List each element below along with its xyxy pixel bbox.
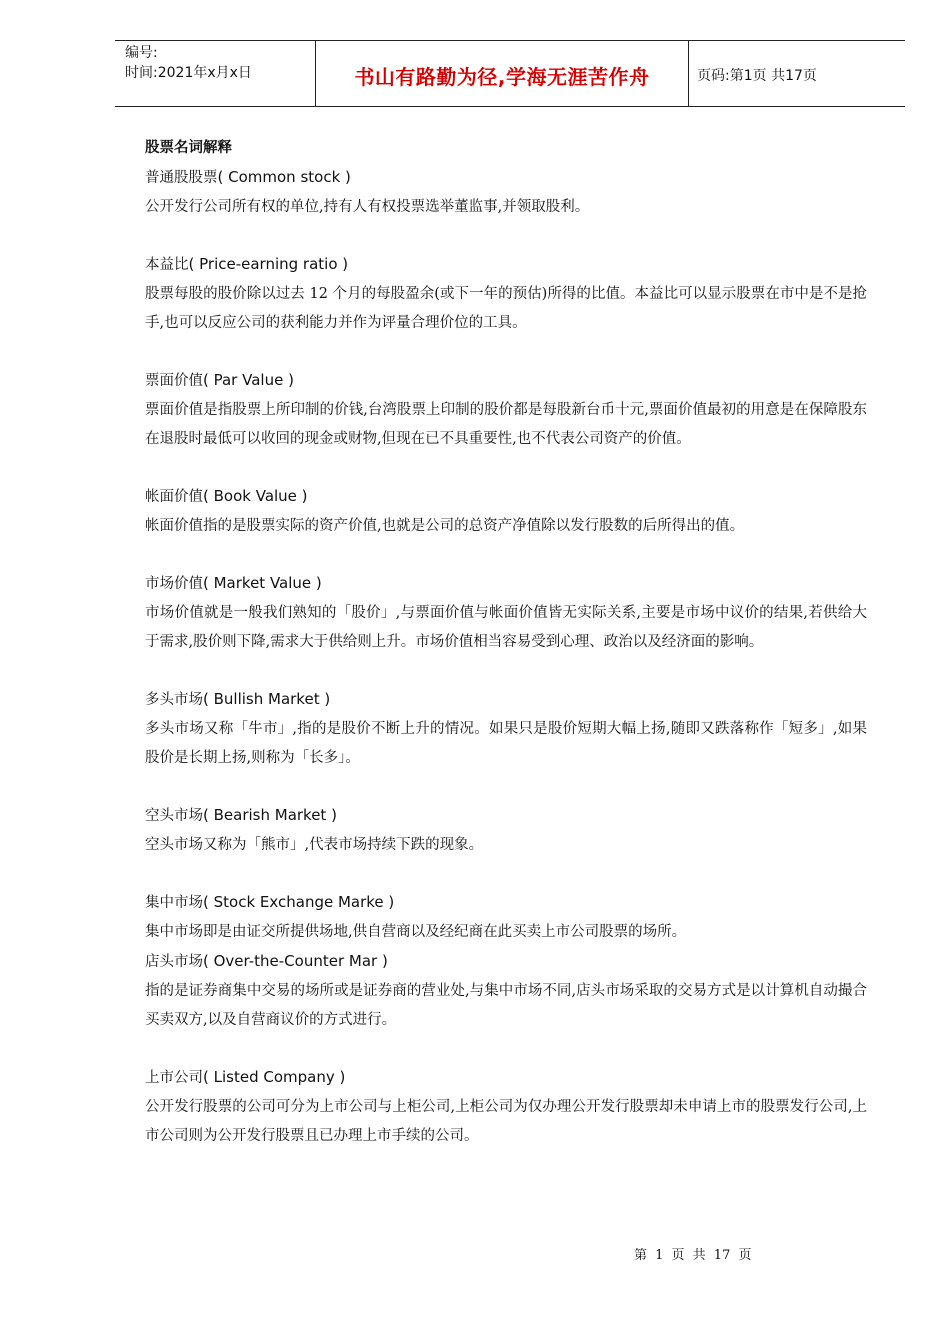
paragraph-spacer (145, 541, 867, 569)
term-english: ( Book Value ) (203, 487, 308, 505)
term-english: ( Over-the-Counter Mar ) (203, 952, 388, 970)
term-definition: 公开发行公司所有权的单位,持有人有权投票选举董监事,并领取股利。 (145, 199, 590, 215)
term-english: ( Par Value ) (203, 371, 294, 389)
paragraph-spacer (145, 773, 867, 801)
term-definition: 空头市场又称为「熊市」,代表市场持续下跌的现象。 (145, 837, 484, 853)
term-chinese: 本益比 (145, 257, 189, 273)
term-entry (145, 163, 867, 250)
paragraph-spacer (145, 222, 867, 250)
term-definition: 票面价值是指股票上所印制的价钱,台湾股票上印制的股价都是每股新台币十元,票面价值最初的用意是在保障股东在退股时最低可以收回的现金或财物,但现在已不具重要性,也不代表公司资产的价值。 (145, 402, 867, 447)
term-english: ( Common stock ) (217, 168, 351, 186)
term-chinese: 普通股股票 (145, 170, 218, 186)
term-heading (145, 1063, 867, 1093)
term-chinese: 上市公司 (145, 1070, 203, 1086)
term-english: ( Bullish Market ) (203, 690, 331, 708)
term-heading (145, 163, 867, 193)
term-chinese: 帐面价值 (145, 489, 203, 505)
term-entry (145, 569, 867, 685)
header-motto: 书山有路勤为径,学海无涯苦作舟 (316, 41, 689, 106)
paragraph-spacer (145, 1035, 867, 1063)
term-heading (145, 947, 867, 977)
term-definition: 市场价值就是一般我们熟知的「股价」,与票面价值与帐面价值皆无实际关系,主要是市场中议价的结果,若供给大于需求,股价则下降,需求大于供给则上升。市场价值相当容易受到心理、政治以及经济面的影响。 (145, 605, 867, 650)
term-chinese: 集中市场 (145, 895, 203, 911)
term-heading (145, 250, 867, 280)
term-english: ( Price-earning ratio ) (188, 255, 349, 273)
paragraph-spacer (145, 454, 867, 482)
term-entry (145, 947, 867, 1063)
term-chinese: 店头市场 (145, 954, 203, 970)
term-entry (145, 685, 867, 801)
term-definition: 集中市场即是由证交所提供场地,供自营商以及经纪商在此买卖上市公司股票的场所。 (145, 924, 687, 940)
term-heading (145, 685, 867, 715)
term-definition: 股票每股的股价除以过去 12 个月的每股盈余(或下一年的预估)所得的比值。本益比可以显示股票在市中是不是抢手,也可以反应公司的获利能力并作为评量合理价位的工具。 (145, 286, 867, 331)
term-definition: 指的是证券商集中交易的场所或是证券商的营业处,与集中市场不同,店头市场采取的交易方式是以计算机自动撮合买卖双方,以及自营商议价的方式进行。 (145, 983, 867, 1028)
term-english: ( Stock Exchange Marke ) (203, 893, 395, 911)
term-definition: 公开发行股票的公司可分为上市公司与上柜公司,上柜公司为仅办理公开发行股票却未申请上市的股票发行公司,上市公司则为公开发行股票且已办理上市手续的公司。 (145, 1099, 867, 1144)
header-page-label: 页码:第1页 共17页 (697, 67, 817, 84)
page-header (115, 40, 905, 107)
term-heading (145, 888, 867, 918)
term-definition: 多头市场又称「牛市」,指的是股价不断上升的情况。如果只是股价短期大幅上扬,随即又跌落称作「短多」,如果股价是长期上扬,则称为「长多」。 (145, 721, 867, 766)
term-entry (145, 1063, 867, 1151)
paragraph-spacer (145, 338, 867, 366)
term-entry (145, 801, 867, 888)
term-heading (145, 801, 867, 831)
term-entry (145, 250, 867, 366)
term-chinese: 空头市场 (145, 808, 203, 824)
term-entry (145, 482, 867, 569)
term-heading (145, 569, 867, 599)
term-english: ( Market Value ) (203, 574, 322, 592)
term-chinese: 票面价值 (145, 373, 203, 389)
term-definition: 帐面价值指的是股票实际的资产价值,也就是公司的总资产净值除以发行股数的后所得出的值。 (145, 518, 745, 534)
document-body (145, 134, 867, 1151)
serial-label: 编号: (125, 45, 158, 61)
term-entry (145, 888, 867, 947)
page-footer: 第 1 页 共 17 页 (634, 1248, 752, 1263)
term-list (145, 163, 867, 1151)
term-entry (145, 366, 867, 482)
term-english: ( Listed Company ) (203, 1068, 346, 1086)
header-info-cell (115, 41, 316, 106)
term-heading (145, 366, 867, 396)
term-heading (145, 482, 867, 512)
term-english: ( Bearish Market ) (203, 806, 337, 824)
paragraph-spacer (145, 657, 867, 685)
term-chinese: 多头市场 (145, 692, 203, 708)
time-label: 时间:2021年x月x日 (125, 65, 252, 81)
paragraph-spacer (145, 860, 867, 888)
document-title: 股票名词解释 (145, 140, 232, 156)
term-chinese: 市场价值 (145, 576, 203, 592)
